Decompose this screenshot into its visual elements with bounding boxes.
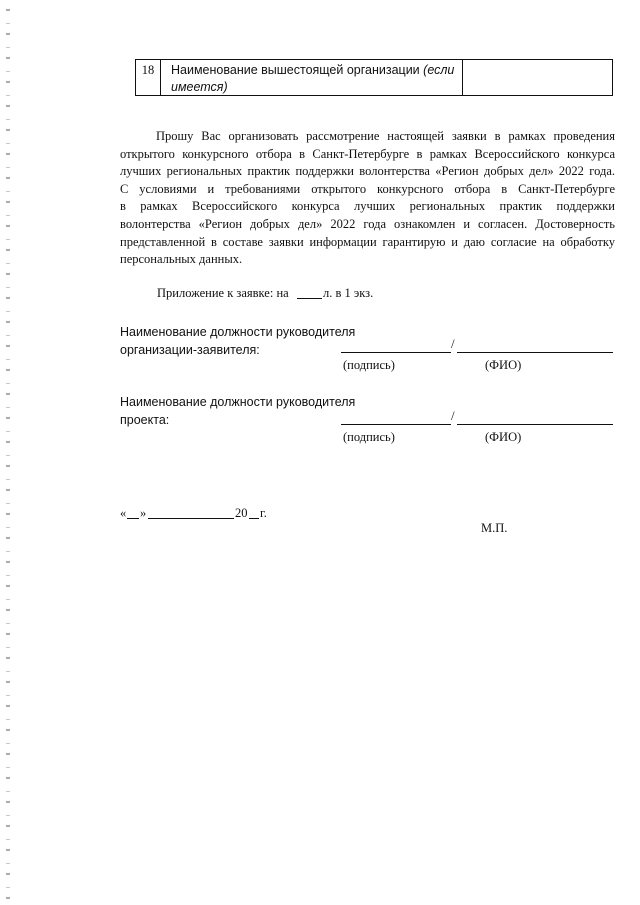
attachment-pages-blank[interactable] xyxy=(297,298,322,299)
org-separator-slash: / xyxy=(451,336,455,351)
org-name-caption: (ФИО) xyxy=(485,358,522,372)
paragraph-line: персональных данных. xyxy=(120,252,243,267)
attachment-prefix: Приложение к заявке: на xyxy=(157,286,289,300)
row-label-cell xyxy=(161,60,463,95)
project-separator-slash: / xyxy=(451,408,455,423)
row-label-note: (если имеется) xyxy=(171,63,455,94)
project-position-title-line1: Наименование должности руководителя xyxy=(120,395,356,409)
org-signature-caption: (подпись) xyxy=(343,358,395,372)
request-paragraph xyxy=(120,128,615,269)
project-signature-line[interactable] xyxy=(341,424,451,425)
paragraph-line: открытого конкурсного отбора в Санкт-Петербурге в рамках Всероссийского конкурса xyxy=(120,146,615,161)
org-name-line[interactable] xyxy=(457,352,613,353)
form-table-row-18 xyxy=(135,59,613,96)
paragraph-line: лучших региональных практик поддержки волонтерства «Регион добрых дел» 2022 года. xyxy=(120,164,615,179)
date-open-quote: « xyxy=(120,506,127,520)
paragraph-line: в рамках Всероссийского конкурса лучших региональных практик поддержки xyxy=(120,199,615,214)
date-month-blank[interactable] xyxy=(148,518,234,519)
project-name-line[interactable] xyxy=(457,424,613,425)
org-signature-line[interactable] xyxy=(341,352,451,353)
date-year-blank[interactable] xyxy=(249,518,259,519)
scan-edge-marks xyxy=(6,0,10,905)
paragraph-line: Прошу Вас организовать рассмотрение настоящей заявки в рамках проведения xyxy=(156,129,615,143)
attachment-suffix: л. в 1 экз. xyxy=(323,286,374,300)
stamp-place-label: М.П. xyxy=(481,521,508,535)
project-signature-caption: (подпись) xyxy=(343,430,395,444)
project-name-caption: (ФИО) xyxy=(485,430,522,444)
project-position-title-line2: проекта: xyxy=(120,413,170,427)
row-value-cell[interactable] xyxy=(463,60,612,95)
org-position-title-line1: Наименование должности руководителя xyxy=(120,325,356,339)
date-year-prefix: 20 xyxy=(235,506,248,520)
date-year-suffix: г. xyxy=(260,506,267,520)
row-label: Наименование вышестоящей организации xyxy=(171,63,420,77)
date-close-quote: » xyxy=(140,506,147,520)
paragraph-line: волонтерства «Регион добрых дел» 2022 года ознакомлен и согласен. Достоверность xyxy=(120,216,615,231)
row-number: 18 xyxy=(136,60,161,95)
org-position-title-line2: организации-заявителя: xyxy=(120,343,260,357)
paragraph-line: С условиями и требованиями открытого конкурсного отбора в Санкт-Петербурге xyxy=(120,181,615,196)
paragraph-line: представленной в составе заявки информации гарантирую и даю согласие на обработку xyxy=(120,234,615,249)
date-day-blank[interactable] xyxy=(127,518,139,519)
